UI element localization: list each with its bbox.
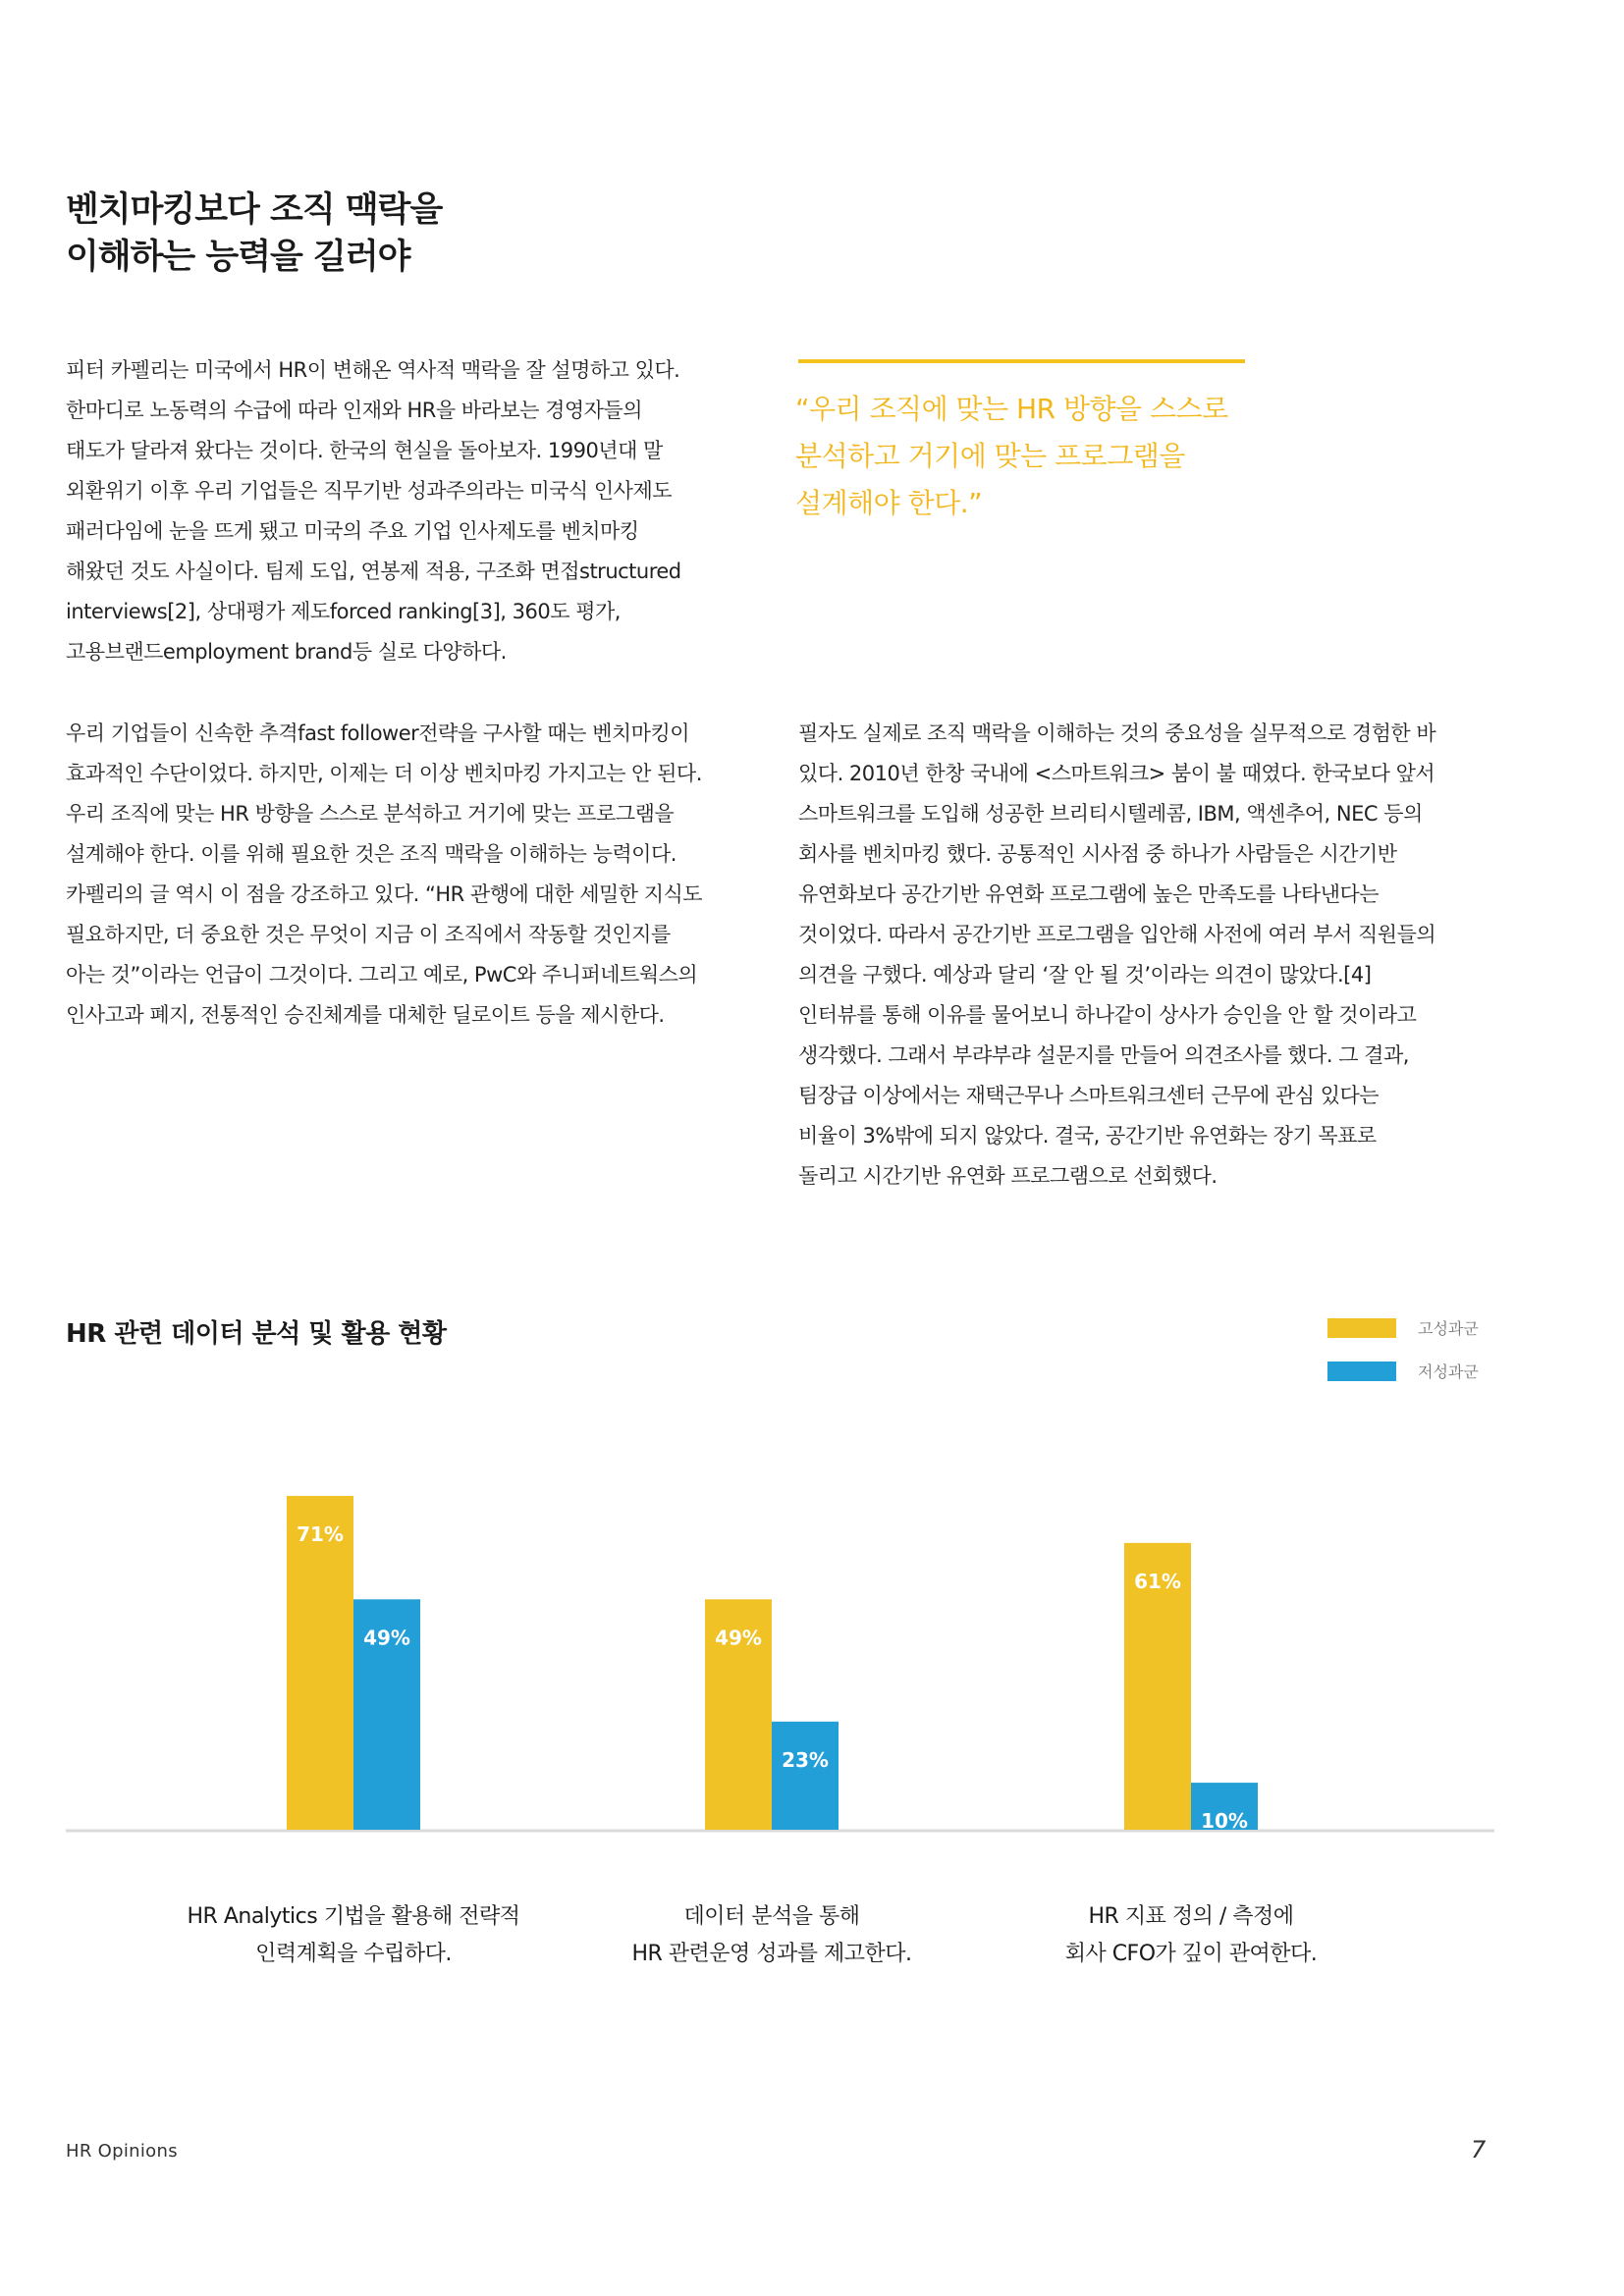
section-title-line: 벤치마킹보다 조직 맥락을 bbox=[66, 190, 443, 230]
data-label: 71% bbox=[297, 1522, 344, 1546]
bar-chart bbox=[0, 1374, 1624, 1845]
paragraph-line: 우리 조직에 맞는 HR 방향을 스스로 분석하고 거기에 맞는 프로그램을 bbox=[66, 802, 675, 826]
legend-label-low: 저성과군 bbox=[1418, 1362, 1479, 1381]
category-label-line: 인력계획을 수립하다. bbox=[255, 1942, 452, 1966]
pull-quote-line: 분석하고 거기에 맞는 프로그램을 bbox=[795, 440, 1185, 472]
paragraph-line: 패러다임에 눈을 뜨게 됐고 미국의 주요 기업 인사제도를 벤치마킹 bbox=[66, 519, 639, 543]
paragraph-line: 인사고과 폐지, 전통적인 승진체계를 대체한 딜로이트 등을 제시한다. bbox=[66, 1003, 665, 1027]
bar-low-1 bbox=[772, 1722, 839, 1830]
paragraph-3 bbox=[798, 714, 1505, 1197]
pull-quote bbox=[795, 386, 1306, 527]
legend-swatch-high bbox=[1327, 1318, 1396, 1338]
bar-high-0 bbox=[287, 1496, 353, 1830]
section-title-line: 이해하는 능력을 길러야 bbox=[66, 238, 410, 277]
paragraph-line: 인터뷰를 통해 이유를 물어보니 하나같이 상사가 승인을 안 할 것이라고 bbox=[798, 1003, 1417, 1027]
data-label: 49% bbox=[715, 1626, 762, 1650]
data-label: 10% bbox=[1201, 1809, 1248, 1834]
paragraph-line: interviews[2], 상대평가 제도forced ranking[3], 360도 평가, bbox=[66, 600, 621, 623]
category-label-1 bbox=[556, 1898, 988, 1973]
paragraph-line: 팀장급 이상에서는 재택근무나 스마트워크센터 근무에 관심 있다는 bbox=[798, 1084, 1380, 1107]
paragraph-line: 회사를 벤치마킹 했다. 공통적인 시사점 중 하나가 사람들은 시간기반 bbox=[798, 842, 1397, 866]
paragraph-line: 효과적인 수단이었다. 하지만, 이제는 더 이상 벤치마킹 가지고는 안 된다. bbox=[66, 762, 702, 785]
paragraph-line: 것이었다. 따라서 공간기반 프로그램을 입안해 사전에 여러 부서 직원들의 bbox=[798, 923, 1436, 946]
legend-item-high bbox=[1327, 1314, 1494, 1358]
paragraph-line: 필자도 실제로 조직 맥락을 이해하는 것의 중요성을 실무적으로 경험한 바 bbox=[798, 721, 1436, 745]
paragraph-line: 고용브랜드employment brand등 실로 다양하다. bbox=[66, 640, 507, 664]
paragraph-line: 우리 기업들이 신속한 추격fast follower전략을 구사할 때는 벤치마킹이 bbox=[66, 721, 690, 745]
paragraph-line: 유연화보다 공간기반 유연화 프로그램에 높은 만족도를 나타낸다는 bbox=[798, 882, 1380, 906]
category-label-line: HR 관련운영 성과를 제고한다. bbox=[631, 1942, 912, 1966]
category-label-2 bbox=[975, 1898, 1407, 1973]
legend-label-high: 고성과군 bbox=[1418, 1319, 1479, 1338]
paragraph-line: 아는 것”이라는 언급이 그것이다. 그리고 예로, PwC와 주니퍼네트웍스의 bbox=[66, 963, 698, 987]
category-label-line: 데이터 분석을 통해 bbox=[683, 1904, 860, 1929]
data-label: 49% bbox=[363, 1626, 410, 1650]
paragraph-line: 돌리고 시간기반 유연화 프로그램으로 선회했다. bbox=[798, 1164, 1218, 1188]
category-label-0 bbox=[137, 1898, 569, 1973]
paragraph-line: 설계해야 한다. 이를 위해 필요한 것은 조직 맥락을 이해하는 능력이다. bbox=[66, 842, 677, 866]
section-title bbox=[66, 187, 753, 281]
paragraph-line: 태도가 달라져 왔다는 것이다. 한국의 현실을 돌아보자. 1990년대 말 bbox=[66, 439, 663, 462]
paragraph-line: 스마트워크를 도입해 성공한 브리티시텔레콤, IBM, 액센추어, NEC 등의 bbox=[798, 802, 1423, 826]
page-number: 7 bbox=[1471, 2136, 1487, 2163]
paragraph-line: 생각했다. 그래서 부랴부랴 설문지를 만들어 의견조사를 했다. 그 결과, bbox=[798, 1043, 1409, 1067]
pull-quote-rule bbox=[798, 359, 1245, 363]
footer-publication: HR Opinions bbox=[66, 2141, 178, 2162]
paragraph-line: 외환위기 이후 우리 기업들은 직무기반 성과주의라는 미국식 인사제도 bbox=[66, 479, 673, 503]
paragraph-2 bbox=[66, 714, 773, 1036]
category-label-line: HR 지표 정의 / 측정에 bbox=[1088, 1904, 1294, 1929]
paragraph-1 bbox=[66, 350, 753, 672]
paragraph-line: 필요하지만, 더 중요한 것은 무엇이 지금 이 조직에서 작동할 것인지를 bbox=[66, 923, 671, 946]
paragraph-line: 비율이 3%밖에 되지 않았다. 결국, 공간기반 유연화는 장기 목표로 bbox=[798, 1124, 1377, 1148]
pull-quote-line: “우리 조직에 맞는 HR 방향을 스스로 bbox=[795, 393, 1228, 425]
paragraph-line: 있다. 2010년 한창 국내에 <스마트워크> 붐이 불 때였다. 한국보다 앞서 bbox=[798, 762, 1435, 785]
category-label-line: 회사 CFO가 깊이 관여한다. bbox=[1064, 1942, 1318, 1966]
paragraph-line: 의견을 구했다. 예상과 달리 ‘잘 안 될 것’이라는 의견이 많았다.[4] bbox=[798, 963, 1372, 987]
paragraph-line: 한마디로 노동력의 수급에 따라 인재와 HR을 바라보는 경영자들의 bbox=[66, 399, 643, 422]
data-label: 61% bbox=[1134, 1569, 1181, 1593]
chart-title: HR 관련 데이터 분석 및 활용 현황 bbox=[66, 1319, 447, 1349]
paragraph-line: 해왔던 것도 사실이다. 팀제 도입, 연봉제 적용, 구조화 면접structured bbox=[66, 560, 681, 583]
data-label: 23% bbox=[782, 1747, 829, 1772]
category-label-line: HR Analytics 기법을 활용해 전략적 bbox=[187, 1904, 520, 1929]
paragraph-line: 카펠리의 글 역시 이 점을 강조하고 있다. “HR 관행에 대한 세밀한 지식도 bbox=[66, 882, 703, 906]
paragraph-line: 피터 카펠리는 미국에서 HR이 변해온 역사적 맥락을 잘 설명하고 있다. bbox=[66, 358, 680, 382]
pull-quote-line: 설계해야 한다.” bbox=[795, 487, 983, 519]
